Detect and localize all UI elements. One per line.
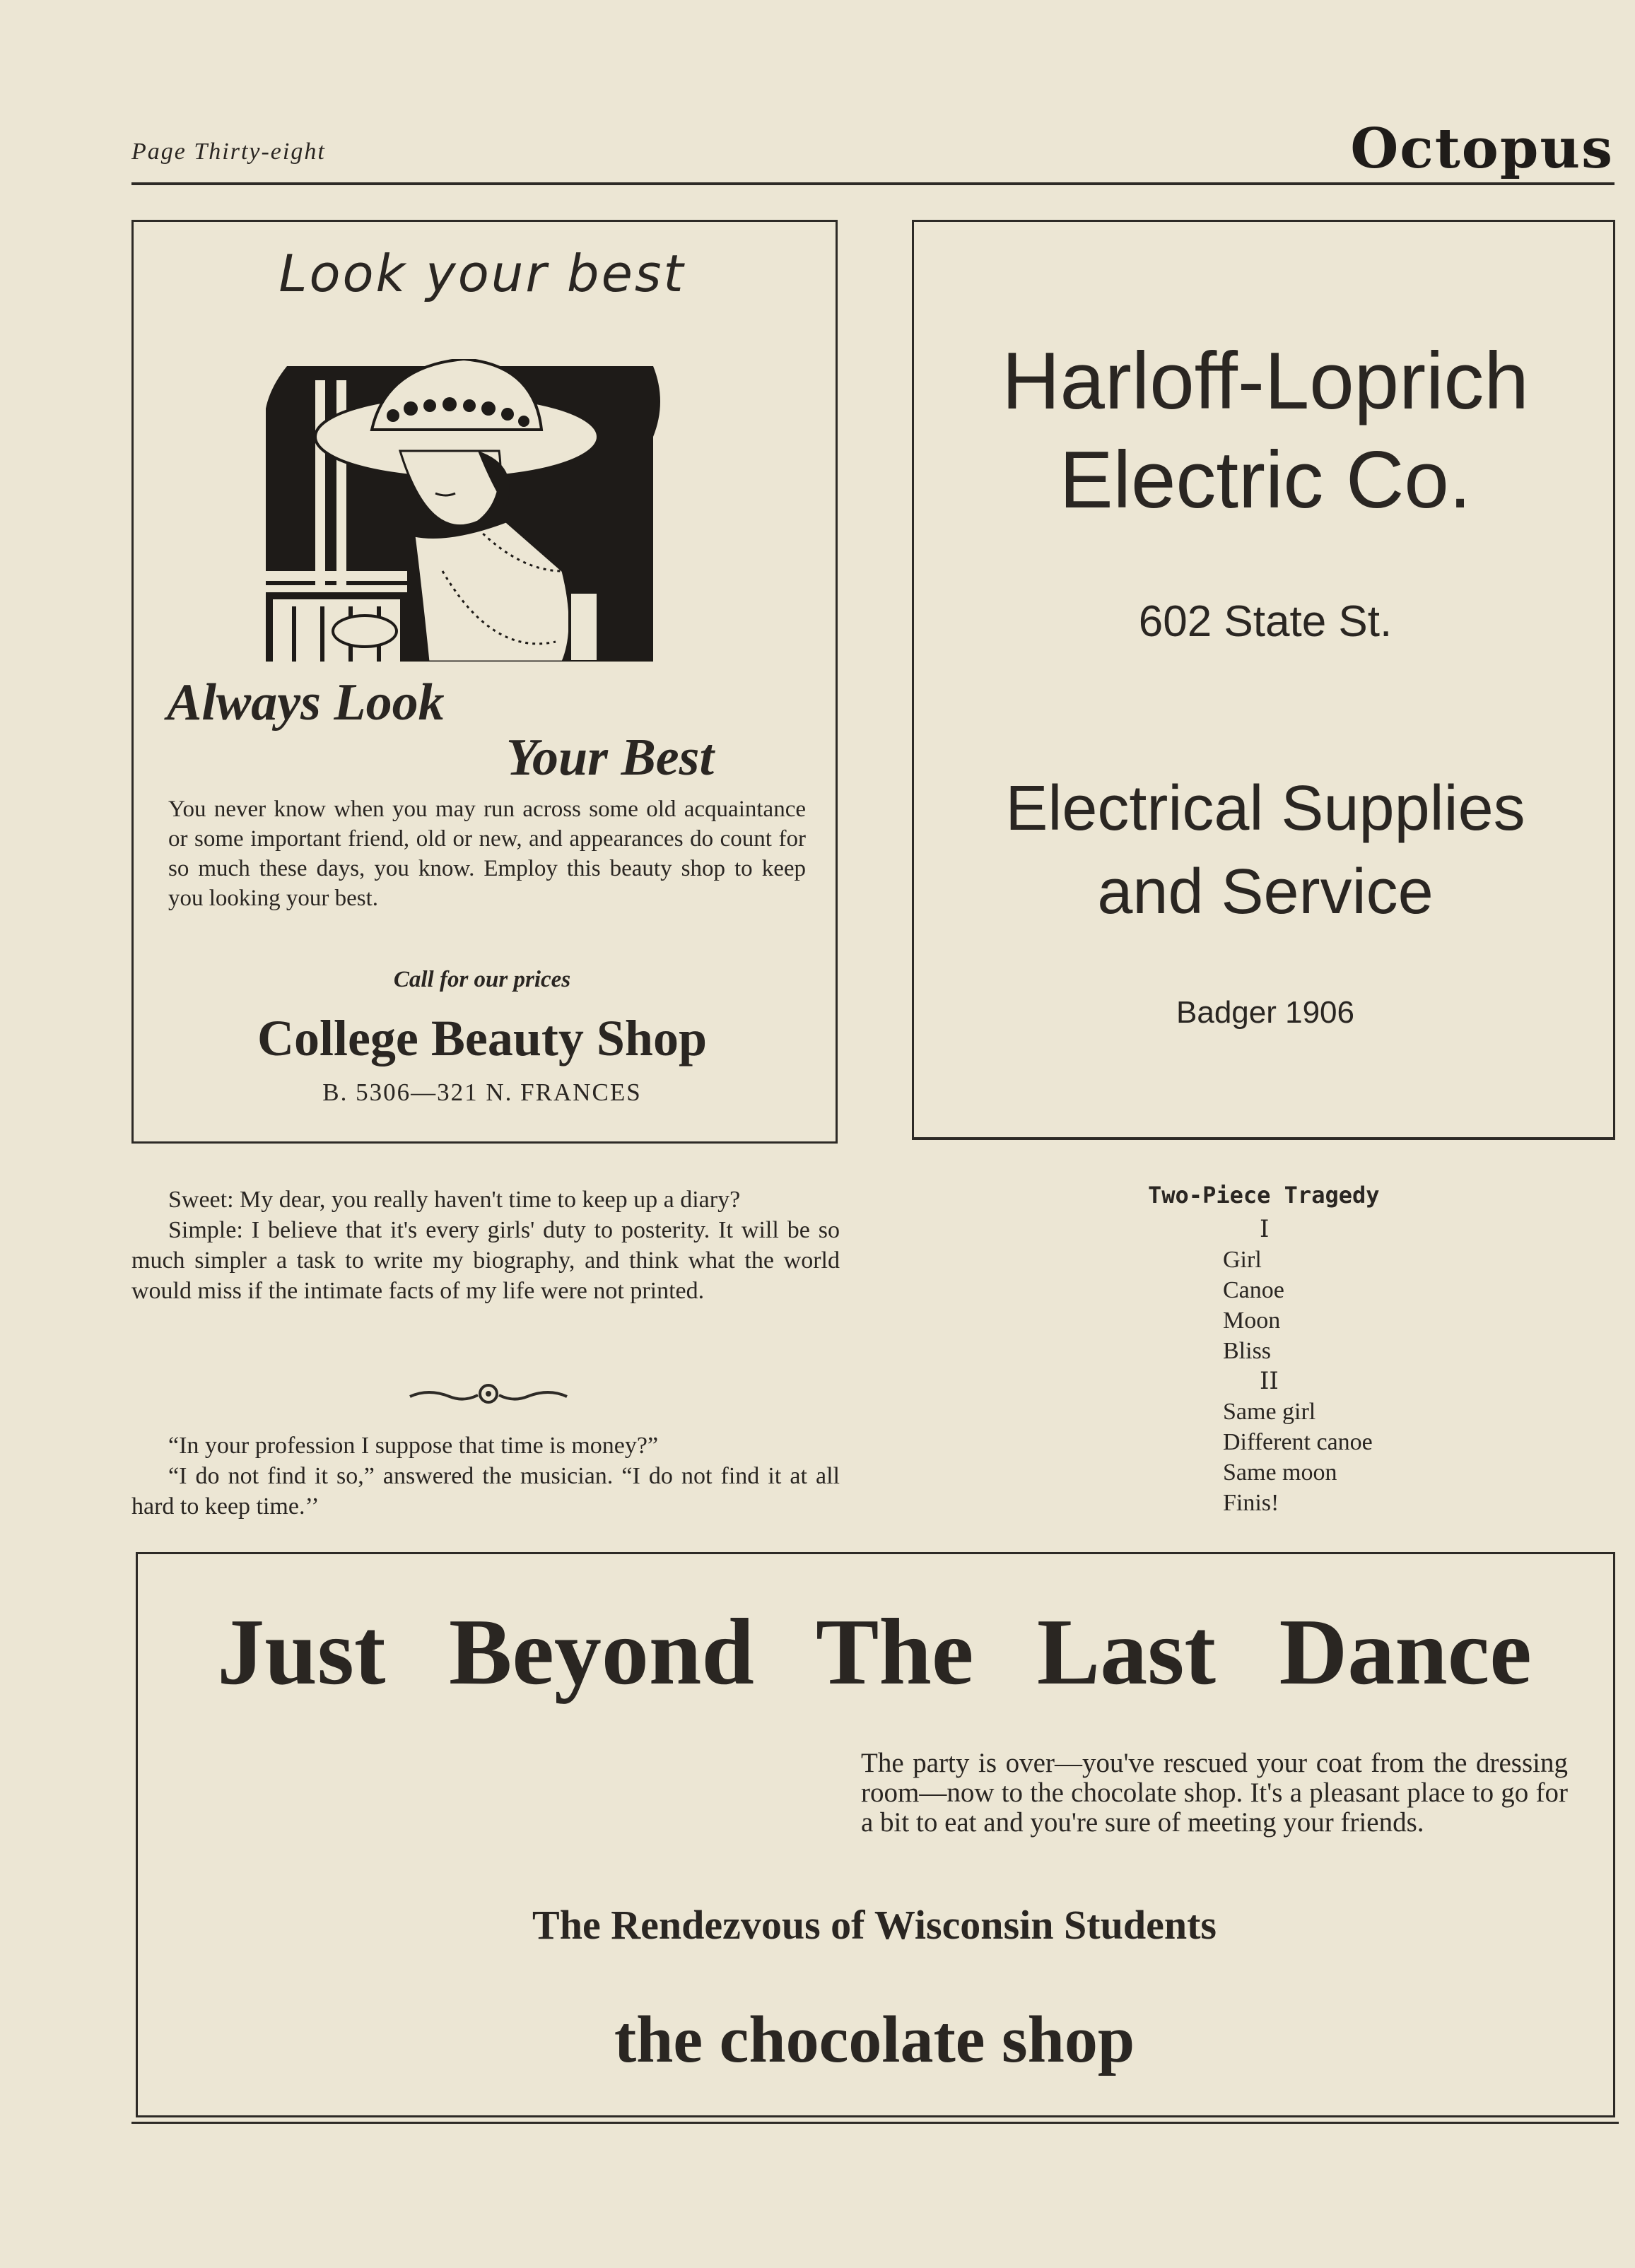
chocolate-shop-name: the chocolate shop <box>614 2003 1135 2076</box>
headline-always-look: Always Look <box>167 674 445 731</box>
woman-illustration <box>266 359 674 662</box>
poem-body <box>1223 1214 1373 1518</box>
beauty-ad-body: You never know when you may run across some old acquaintance or some important friend, old or new, and appearances do count for so much these days, you know. Employ this beauty shop to keep you looking your best. <box>168 797 806 911</box>
middle-rule <box>912 1138 1615 1140</box>
ornament-divider <box>407 1382 570 1408</box>
bottom-rule <box>131 2122 1619 2124</box>
electric-co-name <box>912 332 1619 530</box>
joke-sweet-line: Sweet: My dear, you really haven't time to keep up a diary? <box>168 1187 741 1213</box>
poem-title: Two-Piece Tragedy <box>1148 1182 1380 1209</box>
chocolate-ad-tagline: The Rendezvous of Wisconsin Students <box>532 1902 1217 1948</box>
masthead-logo: Octopus <box>1350 117 1614 181</box>
poem-line: Same moon <box>1223 1459 1337 1486</box>
poem-part-2-number: II <box>1260 1367 1279 1395</box>
joke-musician <box>131 1430 840 1522</box>
electric-co-name-line1: Harloff-Loprich <box>1002 336 1529 426</box>
poem-line: Canoe <box>1223 1277 1284 1303</box>
beauty-shop-address: B. 5306—321 N. FRANCES <box>322 1079 642 1106</box>
poem-line: Bliss <box>1223 1338 1272 1364</box>
joke-musician-question: “In your profession I suppose that time is money?” <box>168 1433 659 1459</box>
chocolate-ad-headline: Just Beyond The Last Dance <box>217 1599 1532 1704</box>
poem-line: Girl <box>1223 1247 1262 1273</box>
electric-co-services <box>912 767 1619 934</box>
joke-sweet-simple <box>131 1185 840 1306</box>
electric-co-services-line2: and Service <box>1097 857 1434 927</box>
header-rule <box>131 182 1615 185</box>
poem-line: Same girl <box>1223 1399 1316 1425</box>
electric-co-services-line1: Electrical Supplies <box>1005 773 1525 844</box>
page-number: Page Thirty-eight <box>131 139 326 165</box>
headline-your-best: Your Best <box>506 729 715 787</box>
electric-co-phone: Badger 1906 <box>1176 995 1354 1030</box>
poem-line: Different canoe <box>1223 1429 1373 1455</box>
electric-co-address: 602 State St. <box>1138 597 1393 646</box>
joke-musician-answer: “I do not find it so,” answered the musician. “I do not find it at all hard to keep time.’’ <box>131 1463 840 1520</box>
call-for-prices: Call for our prices <box>393 967 571 992</box>
ad-script-title: Look your best <box>279 244 686 303</box>
poem-line: Finis! <box>1223 1490 1279 1516</box>
electric-co-name-line2: Electric Co. <box>1059 435 1472 525</box>
poem-line: Moon <box>1223 1308 1281 1334</box>
poem-part-1-number: I <box>1260 1215 1270 1243</box>
joke-simple-line: Simple: I believe that it's every girls' duty to posterity. It will be so much simpler a task to write my biography, and think what the world would miss if the intimate facts of my life were not printed. <box>131 1217 840 1304</box>
beauty-shop-name: College Beauty Shop <box>257 1010 708 1067</box>
chocolate-ad-body: The party is over—you've rescued your coat from the dressing room—now to the chocolate shop. It's a pleasant place to go for a bit to eat and you're sure of meeting your friends. <box>861 1748 1568 1838</box>
